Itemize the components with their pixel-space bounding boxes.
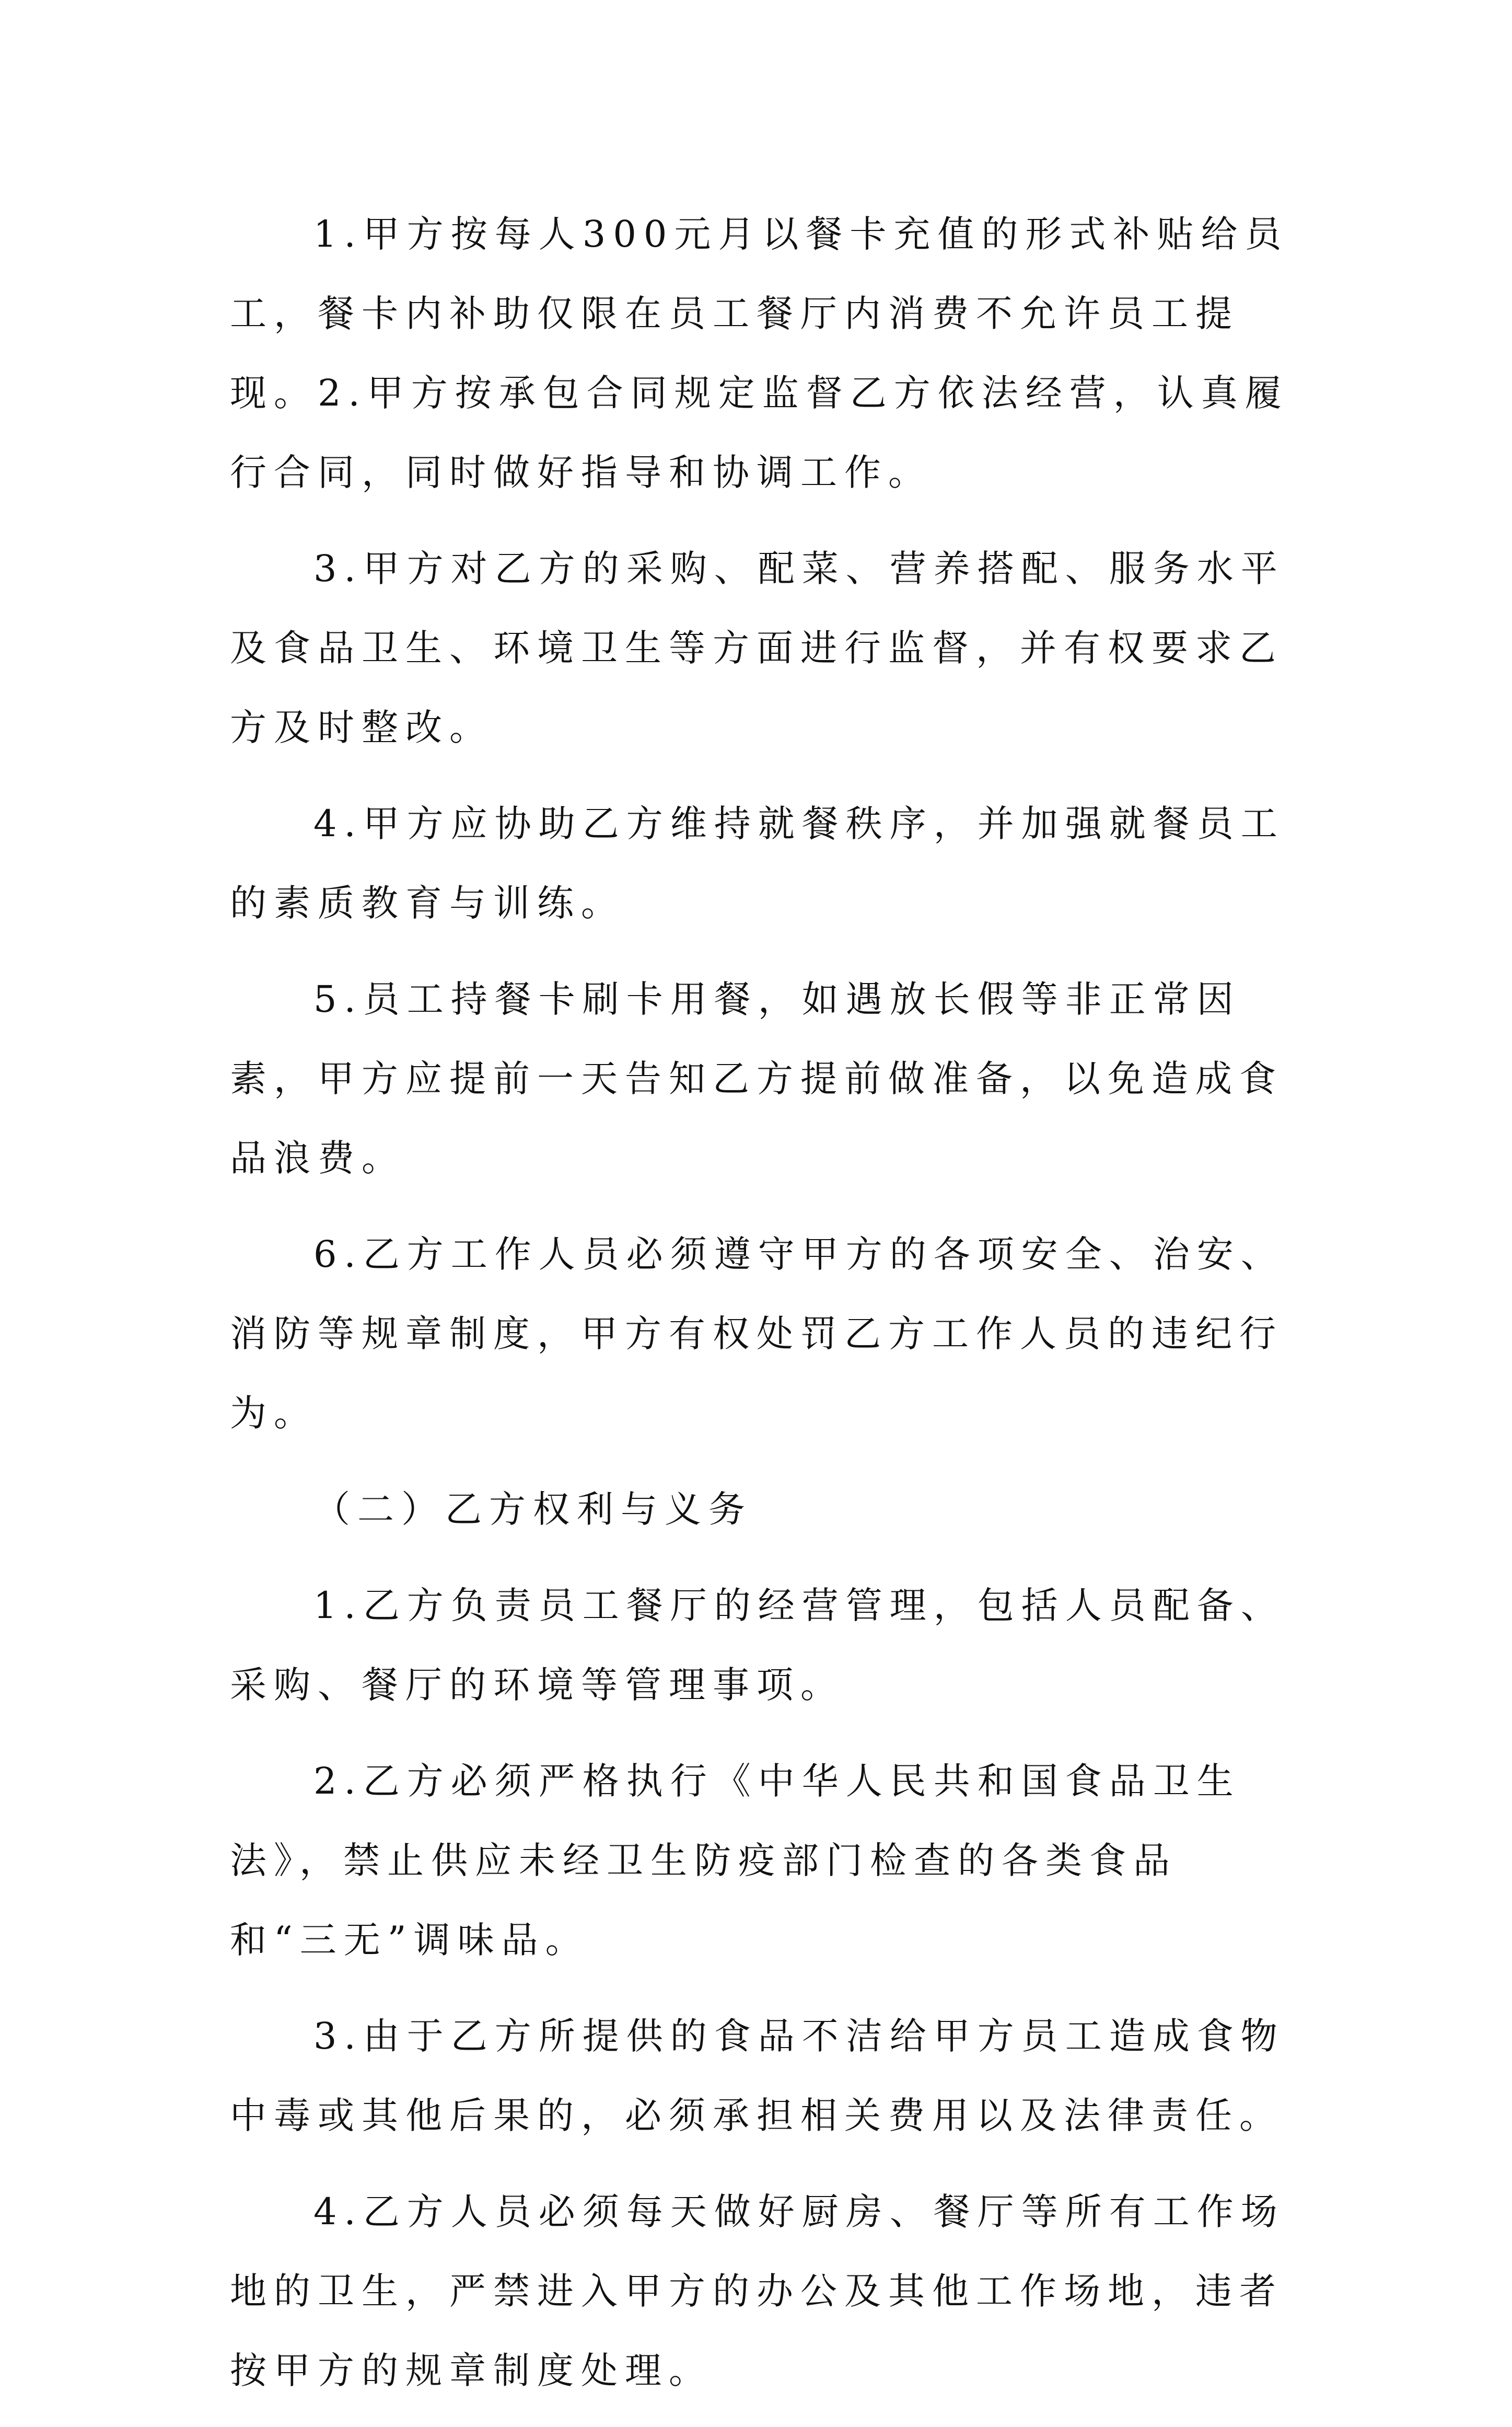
paragraph-party-b-hygiene: 4.乙方人员必须每天做好厨房、餐厅等所有工作场地的卫生，严禁进入甲方的办公及其他工作场地，违者按甲方的规章制度处理。 <box>230 2190 1285 2392</box>
paragraph-party-b-staff-rules: 6.乙方工作人员必须遵守甲方的各项安全、治安、消防等规章制度，甲方有权处罚乙方工作人员的违纪行为。 <box>230 1233 1285 1435</box>
paragraph-party-b-liability: 3.由于乙方所提供的食品不洁给甲方员工造成食物中毒或其他后果的，必须承担相关费用以及法律责任。 <box>230 2015 1285 2137</box>
section-heading-party-b: （二）乙方权利与义务 <box>313 1488 752 1531</box>
paragraph-party-a-dining-order: 4.甲方应协助乙方维持就餐秩序，并加强就餐员工的素质教育与训练。 <box>230 802 1285 924</box>
paragraph-party-b-food-law: 2.乙方必须严格执行《中华人民共和国食品卫生法》，禁止供应未经卫生防疫部门检查的各类食品和“三无”调味品。 <box>230 1760 1241 1961</box>
document-body <box>230 194 1290 2427</box>
paragraph-party-a-subsidy: 1.甲方按每人300元月以餐卡充值的形式补贴给员工，餐卡内补助仅限在员工餐厅内消费不允许员工提现。2.甲方按承包合同规定监督乙方依法经营，认真履行合同，同时做好指导和协调工作。 <box>230 213 1289 494</box>
paragraph-meal-card-notice: 5.员工持餐卡刷卡用餐，如遇放长假等非正常因素，甲方应提前一天告知乙方提前做准备，以免造成食品浪费。 <box>230 978 1283 1180</box>
paragraph-party-a-supervision: 3.甲方对乙方的采购、配菜、营养搭配、服务水平及食品卫生、环境卫生等方面进行监督，并有权要求乙方及时整改。 <box>230 547 1285 749</box>
paragraph-party-b-management: 1.乙方负责员工餐厅的经营管理，包括人员配备、采购、餐厅的环境等管理事项。 <box>230 1584 1285 1706</box>
